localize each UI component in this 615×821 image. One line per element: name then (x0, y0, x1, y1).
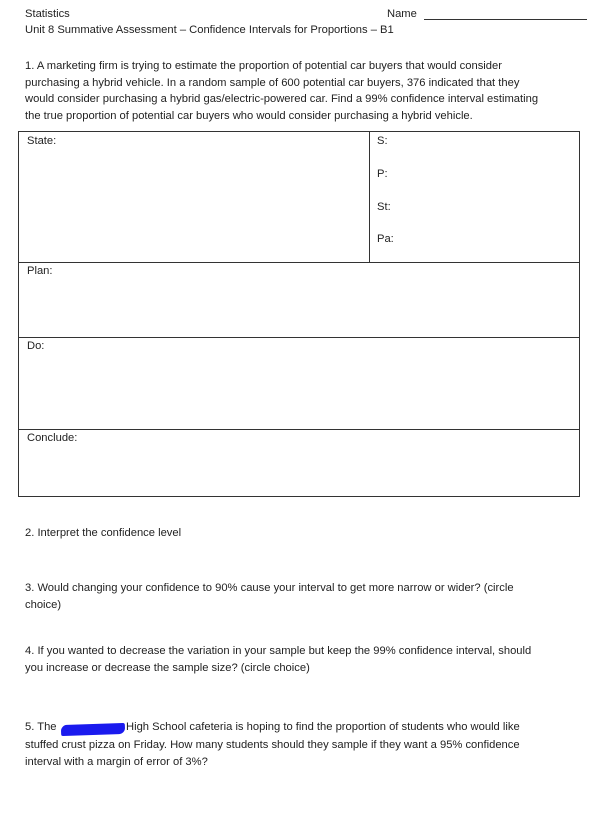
question-5-line: stuffed crust pizza on Friday. How many students should they sample if they want a 95% confidence (25, 739, 520, 751)
question-1-line: purchasing a hybrid vehicle. In a random sample of 600 potential car buyers, 376 indicated that they (25, 76, 520, 89)
question-1-line: 1. A marketing firm is trying to estimate the proportion of potential car buyers that would consider (25, 60, 502, 72)
st-label: St: (377, 201, 391, 213)
question-5-line: High School cafeteria is hoping to find the proportion of students who would like (126, 721, 520, 733)
question-4-line: you increase or decrease the sample size? (circle choice) (25, 661, 310, 674)
state-divider (369, 132, 370, 262)
question-4 (25, 643, 590, 676)
do-divider (19, 337, 579, 338)
question-5 (25, 737, 590, 770)
do-label: Do: (27, 340, 45, 352)
question-3-line: choice) (25, 598, 62, 611)
question-3-line: 3. Would changing your confidence to 90% cause your interval to get more narrow or wider? (circle (25, 582, 514, 594)
s-label: S: (377, 135, 388, 147)
p-label: P: (377, 168, 388, 180)
question-1-line: the true proportion of potential car buyers who would consider purchasing a hybrid vehicle. (25, 109, 473, 122)
answer-framework-box (18, 131, 580, 497)
question-3 (25, 580, 590, 613)
redaction-mark (61, 723, 125, 736)
plan-label: Plan: (27, 265, 53, 277)
question-4-line: 4. If you wanted to decrease the variation in your sample but keep the 99% confidence interval, should (25, 645, 532, 657)
question-1 (25, 58, 590, 124)
name-blank-line (424, 19, 587, 20)
state-label: State: (27, 135, 57, 147)
conclude-divider (19, 429, 579, 430)
unit-title: Unit 8 Summative Assessment – Confidence Intervals for Proportions – B1 (25, 24, 394, 36)
name-label: Name (387, 8, 417, 20)
question-1-line: would consider purchasing a hybrid gas/electric-powered car. Find a 99% confidence interval estimating (25, 93, 539, 105)
question-2: 2. Interpret the confidence level (25, 527, 182, 539)
question-5-prefix: 5. The (25, 721, 57, 733)
question-5-line: interval with a margin of error of 3%? (25, 755, 208, 768)
course-title: Statistics (25, 8, 70, 20)
pa-label: Pa: (377, 233, 394, 245)
conclude-label: Conclude: (27, 432, 78, 444)
plan-divider (19, 262, 579, 263)
